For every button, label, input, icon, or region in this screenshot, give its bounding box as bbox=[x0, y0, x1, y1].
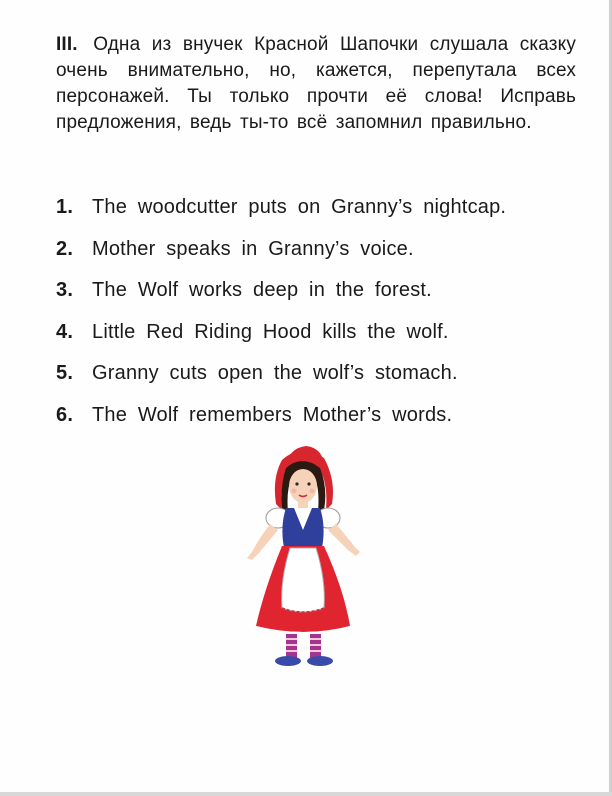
sentence-text: Mother speaks in Granny’s voice. bbox=[92, 237, 414, 260]
sentence-item bbox=[56, 354, 596, 396]
exercise-instruction bbox=[56, 32, 576, 136]
sentence-number: 5. bbox=[56, 362, 74, 385]
sentence-number: 1. bbox=[56, 196, 74, 218]
sentence-item bbox=[56, 230, 596, 272]
sentence-list bbox=[56, 188, 596, 438]
sentence-text: The woodcutter puts on Granny’s nightcap. bbox=[92, 196, 507, 218]
exercise-number: III. bbox=[56, 34, 78, 55]
sentence-text: Granny cuts open the wolf’s stomach. bbox=[92, 362, 458, 385]
sentence-item bbox=[56, 271, 596, 313]
sentence-item bbox=[56, 396, 596, 438]
sentence-number: 3. bbox=[56, 279, 74, 302]
face bbox=[289, 469, 317, 503]
sentence-number: 4. bbox=[56, 320, 74, 343]
sentence-item bbox=[56, 313, 596, 355]
shoe-right bbox=[307, 656, 333, 666]
sentence-item bbox=[56, 188, 596, 230]
shoe-left bbox=[275, 656, 301, 666]
little-red-riding-hood-illustration bbox=[232, 440, 372, 672]
sentence-text: Little Red Riding Hood kills the wolf. bbox=[92, 320, 449, 343]
sentence-text: The Wolf works deep in the forest. bbox=[92, 279, 432, 302]
sentence-text: The Wolf remembers Mother’s words. bbox=[92, 403, 453, 426]
page-edge-bottom bbox=[0, 792, 612, 796]
instruction-text: Одна из внучек Красной Шапочки слушала сказку очень внимательно, но, кажется, перепутала всех персонажей. Ты только прочти её слова! Исправь предложения, ведь ты-то всё запомнил правильно. bbox=[56, 34, 576, 133]
apron bbox=[282, 548, 325, 612]
sentence-number: 2. bbox=[56, 237, 74, 260]
sentence-number: 6. bbox=[56, 403, 74, 426]
